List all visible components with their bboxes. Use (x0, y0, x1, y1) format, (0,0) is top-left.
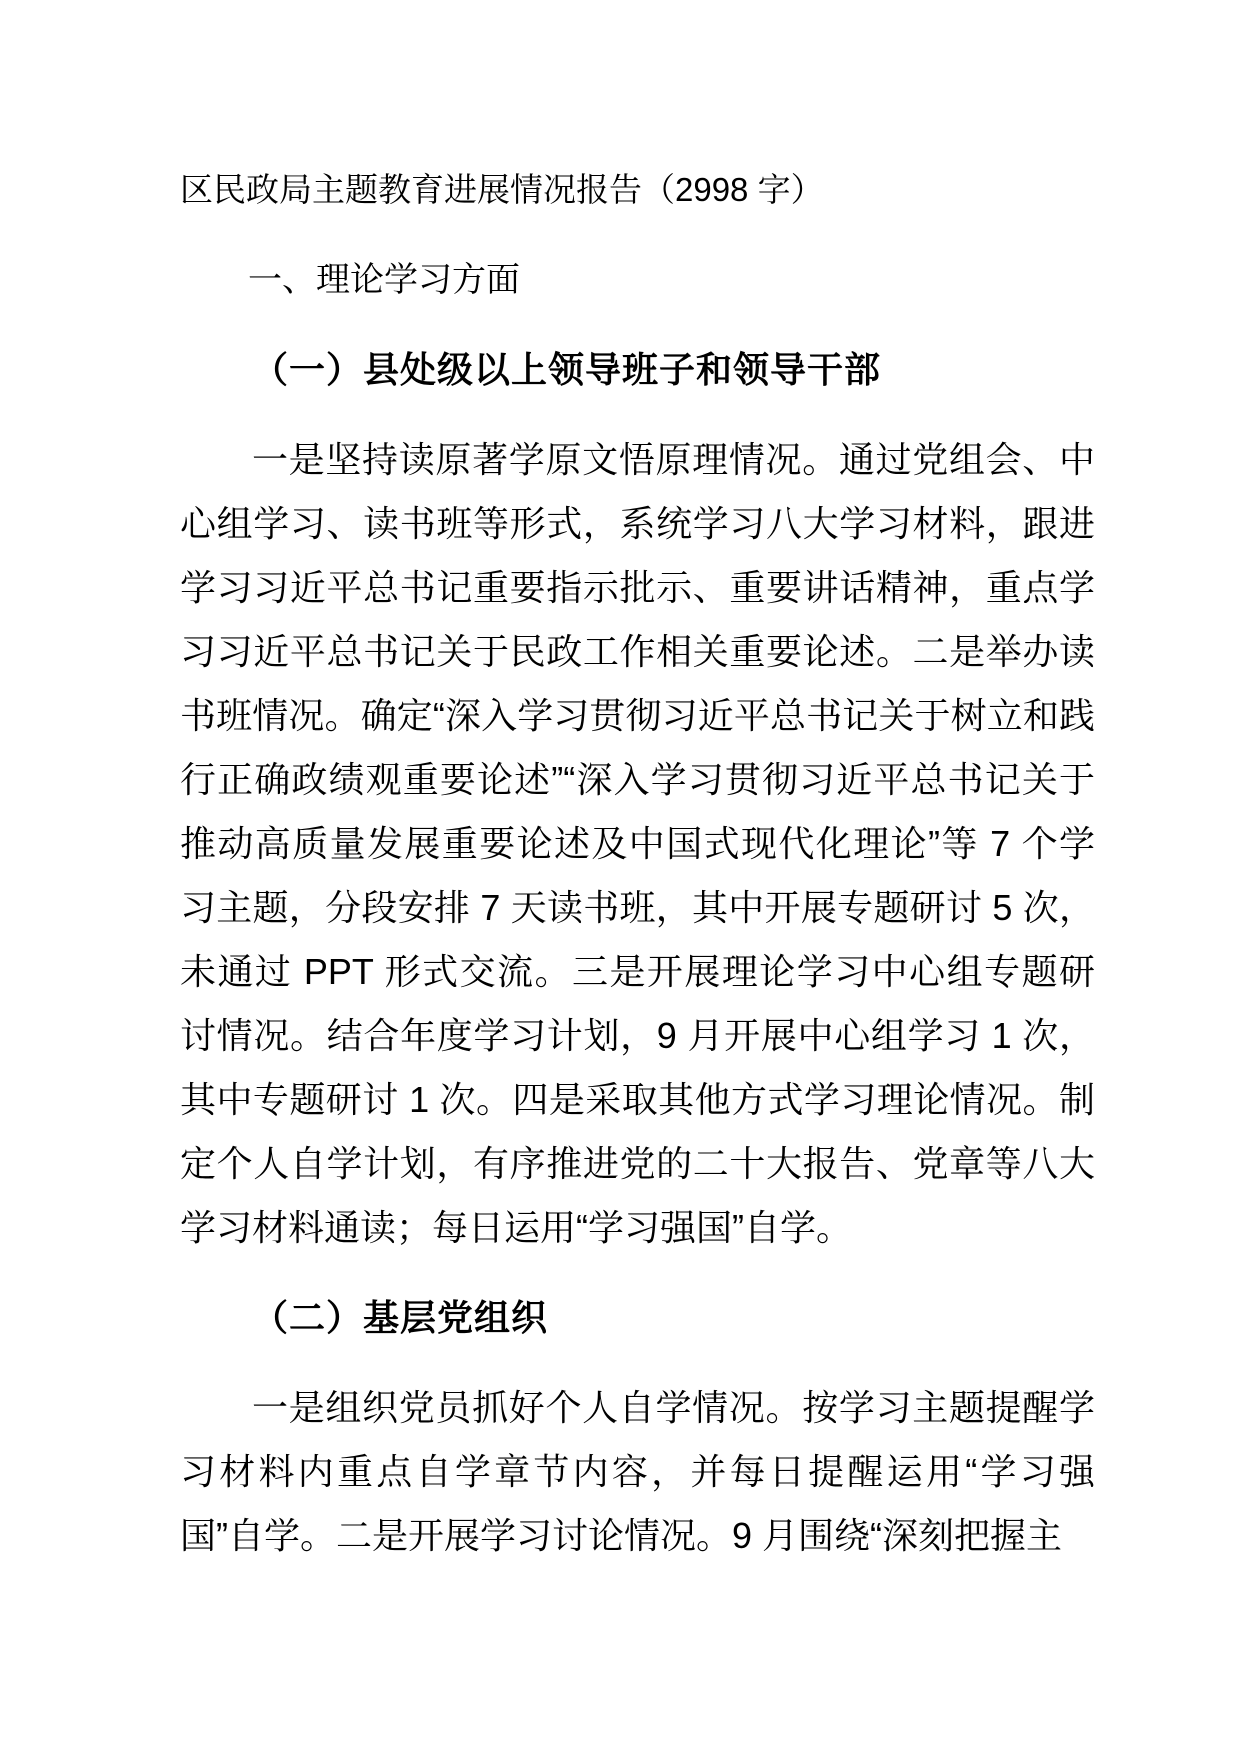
subsection-heading-leading-cadres: （一）县处级以上领导班子和领导干部 (252, 349, 882, 390)
document-title: 区民政局主题教育进展情况报告（2998 字） (180, 171, 824, 208)
paragraph-leading-cadres: 一是坚持读原著学原文悟原理情况。通过党组会、中心组学习、读书班等形式，系统学习八大学习材料，跟进学习习近平总书记重要指示批示、重要讲话精神，重点学习习近平总书记关于民政工作相关重要论述。二是举办读书班情况。确定“深入学习贯彻习近平总书记关于树立和践行正确政绩观重要论述”“深入学习贯彻习近平总书记关于推动高质量发展重要论述及中国式现代化理论”等 7 个学习主题，分段安排 7 天读书班，其中开展专题研讨 5 次，未通过 PPT 形式交流。三是开展理论学习中心组专题研讨情况。结合年度学习计划，9 月开展中心组学习 1 次，其中专题研讨 1 次。四是采取其他方式学习理论情况。制定个人自学计划，有序推进党的二十大报告、党章等八大学习材料通读；每日运用“学习强国”自学。 (180, 439, 1095, 1248)
section-heading-theory-study: 一、理论学习方面 (248, 261, 520, 299)
paragraph-grassroots-party: 一是组织党员抓好个人自学情况。按学习主题提醒学习材料内重点自学章节内容，并每日提醒运用“学习强国”自学。二是开展学习讨论情况。9 月围绕“深刻把握主 (180, 1387, 1095, 1556)
subsection-heading-grassroots-party: （二）基层党组织 (252, 1297, 549, 1338)
